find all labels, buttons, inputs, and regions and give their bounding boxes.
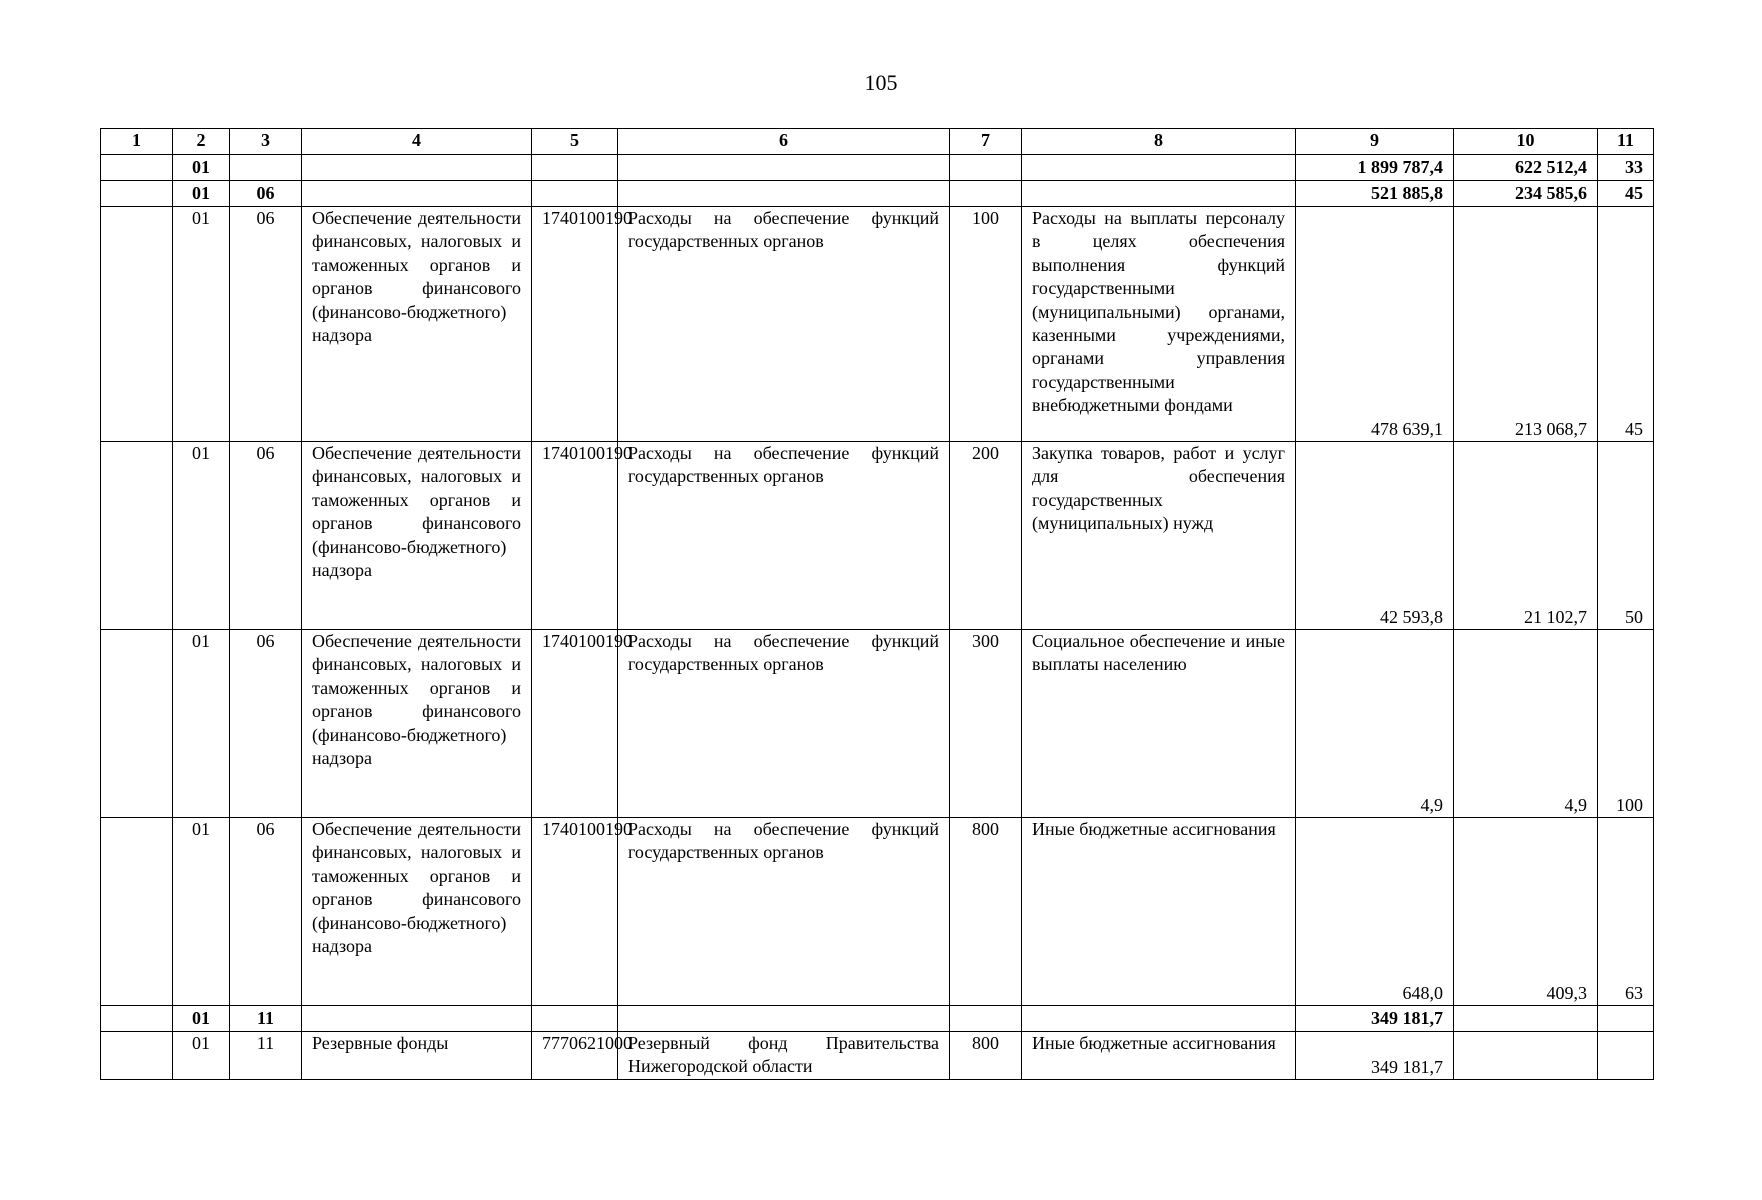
table-row <box>101 1006 1654 1032</box>
cell-section: 01 <box>173 207 230 442</box>
cell-purpose <box>618 1006 950 1032</box>
cell-type-name: Иные бюджетные ассигнования <box>1022 818 1296 1006</box>
cell-actual: 4,9 <box>1454 630 1598 818</box>
cell-type-code: 300 <box>950 630 1022 818</box>
cell-code: 1740100190 <box>532 442 618 630</box>
cell-type-name: Расходы на выплаты персоналу в целях обеспечения выполнения функций государственными (муниципальными) органами, казенными учреждениями, органами управления государственными внебюджетными фондами <box>1022 207 1296 442</box>
cell-percent: 50 <box>1598 442 1654 630</box>
table-row <box>101 155 1654 181</box>
cell-code: 7770621000 <box>532 1032 618 1080</box>
cell-section: 01 <box>173 630 230 818</box>
cell-actual: 21 102,7 <box>1454 442 1598 630</box>
cell-name: Обеспечение деятельности финансовых, налоговых и таможенных органов и органов финансового (финансово-бюджетного) надзора <box>302 630 532 818</box>
cell-subsection: 06 <box>230 818 302 1006</box>
cell-plan: 521 885,8 <box>1296 181 1454 207</box>
cell-code <box>532 155 618 181</box>
cell-section: 01 <box>173 155 230 181</box>
page-number: 105 <box>864 70 898 95</box>
cell-actual: 622 512,4 <box>1454 155 1598 181</box>
cell-subsection <box>230 155 302 181</box>
cell-section: 01 <box>173 442 230 630</box>
cell-percent: 63 <box>1598 818 1654 1006</box>
cell-percent: 100 <box>1598 630 1654 818</box>
cell-col1 <box>101 630 173 818</box>
cell-name <box>302 1006 532 1032</box>
cell-purpose: Расходы на обеспечение функций государственных органов <box>618 207 950 442</box>
cell-subsection: 06 <box>230 207 302 442</box>
header-cell: 8 <box>1022 129 1296 155</box>
cell-section: 01 <box>173 818 230 1006</box>
cell-purpose: Расходы на обеспечение функций государственных органов <box>618 630 950 818</box>
cell-actual: 213 068,7 <box>1454 207 1598 442</box>
cell-type-name <box>1022 155 1296 181</box>
table-row <box>101 207 1654 442</box>
cell-plan: 478 639,1 <box>1296 207 1454 442</box>
cell-purpose: Резервный фонд Правительства Нижегородской области <box>618 1032 950 1080</box>
cell-percent: 45 <box>1598 207 1654 442</box>
cell-type-name: Иные бюджетные ассигнования <box>1022 1032 1296 1080</box>
cell-code: 1740100190 <box>532 207 618 442</box>
cell-col1 <box>101 207 173 442</box>
cell-code: 1740100190 <box>532 630 618 818</box>
header-cell: 6 <box>618 129 950 155</box>
header-row <box>101 129 1654 155</box>
header-cell: 2 <box>173 129 230 155</box>
cell-purpose <box>618 181 950 207</box>
cell-section: 01 <box>173 181 230 207</box>
cell-type-name: Закупка товаров, работ и услуг для обеспечения государственных (муниципальных) нужд <box>1022 442 1296 630</box>
header-cell: 1 <box>101 129 173 155</box>
cell-purpose: Расходы на обеспечение функций государственных органов <box>618 442 950 630</box>
cell-name: Резервные фонды <box>302 1032 532 1080</box>
table-row <box>101 1032 1654 1080</box>
cell-col1 <box>101 155 173 181</box>
header-cell: 4 <box>302 129 532 155</box>
cell-type-code: 100 <box>950 207 1022 442</box>
cell-subsection: 06 <box>230 630 302 818</box>
cell-actual: 234 585,6 <box>1454 181 1598 207</box>
cell-plan: 648,0 <box>1296 818 1454 1006</box>
table-row <box>101 442 1654 630</box>
header-cell: 10 <box>1454 129 1598 155</box>
header-cell: 11 <box>1598 129 1654 155</box>
header-cell: 5 <box>532 129 618 155</box>
cell-percent <box>1598 1032 1654 1080</box>
cell-code: 1740100190 <box>532 818 618 1006</box>
cell-plan: 1 899 787,4 <box>1296 155 1454 181</box>
cell-name <box>302 155 532 181</box>
cell-col1 <box>101 1032 173 1080</box>
cell-actual <box>1454 1006 1598 1032</box>
cell-col1 <box>101 181 173 207</box>
cell-col1 <box>101 1006 173 1032</box>
cell-type-name <box>1022 1006 1296 1032</box>
cell-type-name <box>1022 181 1296 207</box>
cell-percent <box>1598 1006 1654 1032</box>
cell-percent: 45 <box>1598 181 1654 207</box>
header-cell: 9 <box>1296 129 1454 155</box>
cell-plan: 349 181,7 <box>1296 1006 1454 1032</box>
cell-type-code <box>950 155 1022 181</box>
cell-type-code: 800 <box>950 818 1022 1006</box>
cell-name: Обеспечение деятельности финансовых, налоговых и таможенных органов и органов финансового (финансово-бюджетного) надзора <box>302 442 532 630</box>
cell-col1 <box>101 442 173 630</box>
cell-col1 <box>101 818 173 1006</box>
budget-table <box>100 128 1654 1080</box>
cell-section: 01 <box>173 1032 230 1080</box>
cell-section: 01 <box>173 1006 230 1032</box>
cell-plan: 42 593,8 <box>1296 442 1454 630</box>
cell-subsection: 11 <box>230 1032 302 1080</box>
cell-type-code <box>950 1006 1022 1032</box>
cell-plan: 349 181,7 <box>1296 1032 1454 1080</box>
cell-actual <box>1454 1032 1598 1080</box>
table-row <box>101 630 1654 818</box>
cell-type-code: 800 <box>950 1032 1022 1080</box>
cell-type-code: 200 <box>950 442 1022 630</box>
cell-type-name: Социальное обеспечение и иные выплаты населению <box>1022 630 1296 818</box>
cell-subsection: 06 <box>230 181 302 207</box>
cell-name <box>302 181 532 207</box>
cell-type-code <box>950 181 1022 207</box>
cell-name: Обеспечение деятельности финансовых, налоговых и таможенных органов и органов финансового (финансово-бюджетного) надзора <box>302 818 532 1006</box>
cell-subsection: 11 <box>230 1006 302 1032</box>
cell-name: Обеспечение деятельности финансовых, налоговых и таможенных органов и органов финансового (финансово-бюджетного) надзора <box>302 207 532 442</box>
cell-purpose: Расходы на обеспечение функций государственных органов <box>618 818 950 1006</box>
table-row <box>101 181 1654 207</box>
cell-percent: 33 <box>1598 155 1654 181</box>
cell-purpose <box>618 155 950 181</box>
header-cell: 3 <box>230 129 302 155</box>
cell-subsection: 06 <box>230 442 302 630</box>
header-cell: 7 <box>950 129 1022 155</box>
cell-code <box>532 1006 618 1032</box>
cell-plan: 4,9 <box>1296 630 1454 818</box>
cell-code <box>532 181 618 207</box>
table-row <box>101 818 1654 1006</box>
cell-actual: 409,3 <box>1454 818 1598 1006</box>
